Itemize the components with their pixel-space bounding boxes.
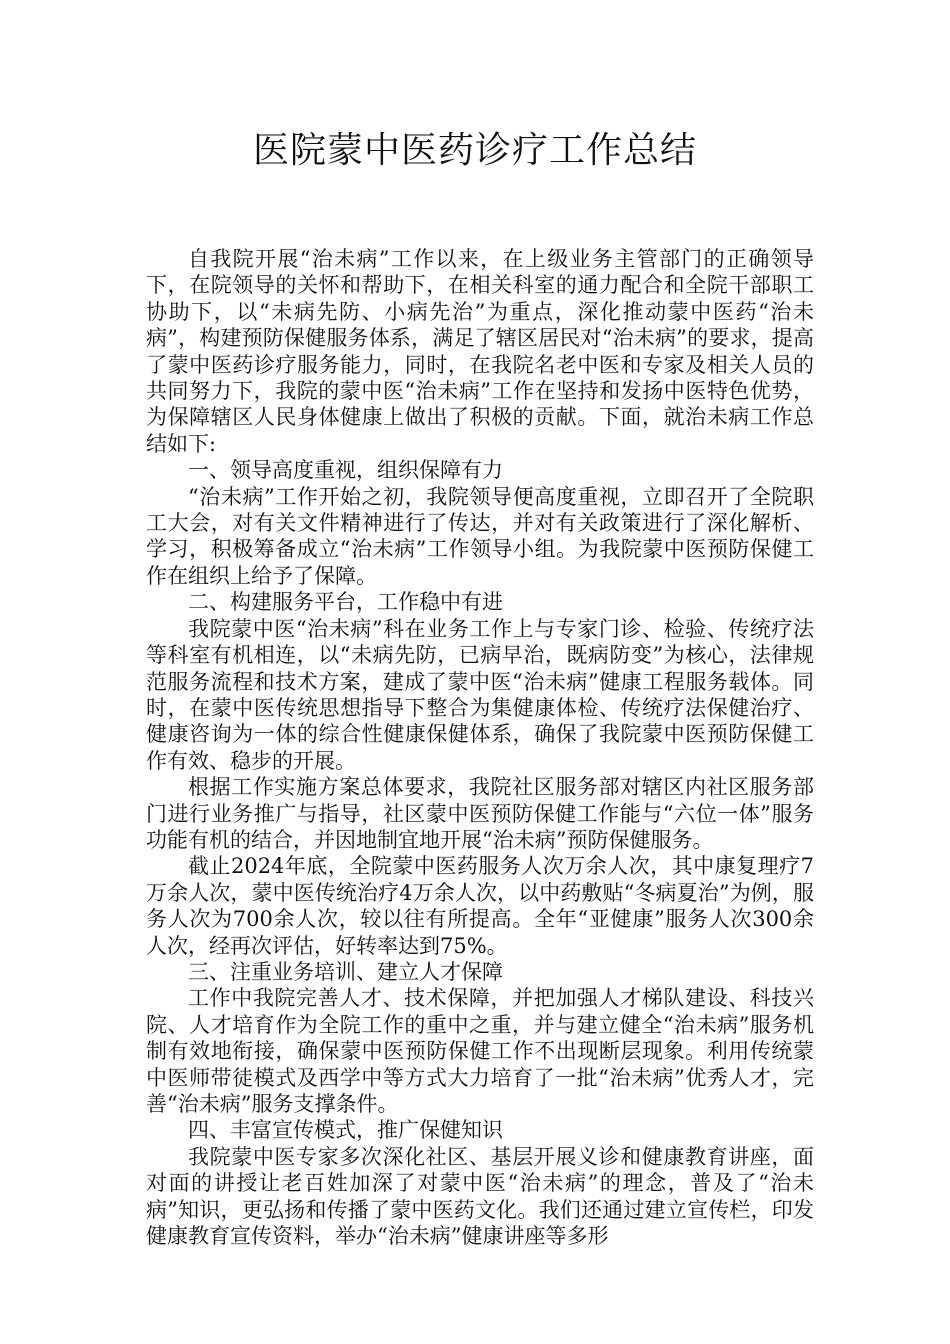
section-1-paragraph: “治未病”工作开始之初，我院领导便高度重视，立即召开了全院职工大会，对有关文件精神进行了传达，并对有关政策进行了深化解析、学习，积极筹备成立“治未病”工作领导小组。为我院蒙中医预防保健工作在组织上给予了保障。	[146, 484, 814, 588]
section-heading-3: 三、注重业务培训、建立人才保障	[188, 959, 503, 984]
section-heading-4: 四、丰富宣传模式，推广保健知识	[188, 1118, 503, 1143]
section-2-paragraph-1: 我院蒙中医“治未病”科在业务工作上与专家门诊、检验、传统疗法等科室有机相连，以“未病先防，已病早治，既病防变”为核心，法律规范服务流程和技术方案，建成了蒙中医“治未病”健康工程服务载体。同时，在蒙中医传统思想指导下整合为集健康体检、传统疗法保健治疗、健康咨询为一体的综合性健康保健体系，确保了我院蒙中医预防保健工作有效、稳步的开展。	[146, 616, 814, 773]
section-heading-1: 一、领导高度重视，组织保障有力	[188, 458, 503, 483]
section-3-paragraph: 工作中我院完善人才、技术保障，并把加强人才梯队建设、科技兴院、人才培育作为全院工作的重中之重，并与建立健全“治未病”服务机制有效地衔接，确保蒙中医预防保健工作不出现断层现象。利用传统蒙中医师带徒模式及西学中等方式大力培育了一批“治未病”优秀人才，完善“治未病”服务支撑条件。	[146, 986, 814, 1116]
document-title: 医院蒙中医药诊疗工作总结	[252, 130, 697, 171]
document-body	[146, 246, 814, 1249]
intro-paragraph: 自我院开展“治未病”工作以来，在上级业务主管部门的正确领导下，在院领导的关怀和帮助下，在相关科室的通力配合和全院干部职工协助下，以“未病先防、小病先治”为重点，深化推动蒙中医药“治未病”，构建预防保健服务体系，满足了辖区居民对“治未病”的要求，提高了蒙中医药诊疗服务能力，同时，在我院名老中医和专家及相关人员的共同努力下，我院的蒙中医“治未病”工作在坚持和发扬中医特色优势，为保障辖区人民身体健康上做出了积极的贡献。下面，就治未病工作总结如下:	[146, 247, 814, 456]
section-heading-2: 二、构建服务平台，工作稳中有进	[188, 590, 503, 615]
section-4-paragraph: 我院蒙中医专家多次深化社区、基层开展义诊和健康教育讲座，面对面的讲授让老百姓加深了对蒙中医“治未病”的理念，普及了“治未病”知识，更弘扬和传播了蒙中医药文化。我们还通过建立宣传栏，印发健康教育宣传资料，举办“治未病”健康讲座等多形	[146, 1144, 814, 1249]
section-2-paragraph-3: 截止2024年底，全院蒙中医药服务人次万余人次，其中康复理疗7万余人次，蒙中医传统治疗4万余人次，以中药敷贴“冬病夏治”为例，服务人次为700余人次，较以往有所提高。全年“亚健康”服务人次300余人次，经再次评估，好转率达到75%。	[146, 854, 814, 958]
section-2-paragraph-2: 根据工作实施方案总体要求，我院社区服务部对辖区内社区服务部门进行业务推广与指导，社区蒙中医预防保健工作能与“六位一体”服务功能有机的结合，并因地制宜地开展“治未病”预防保健服务。	[146, 775, 814, 852]
